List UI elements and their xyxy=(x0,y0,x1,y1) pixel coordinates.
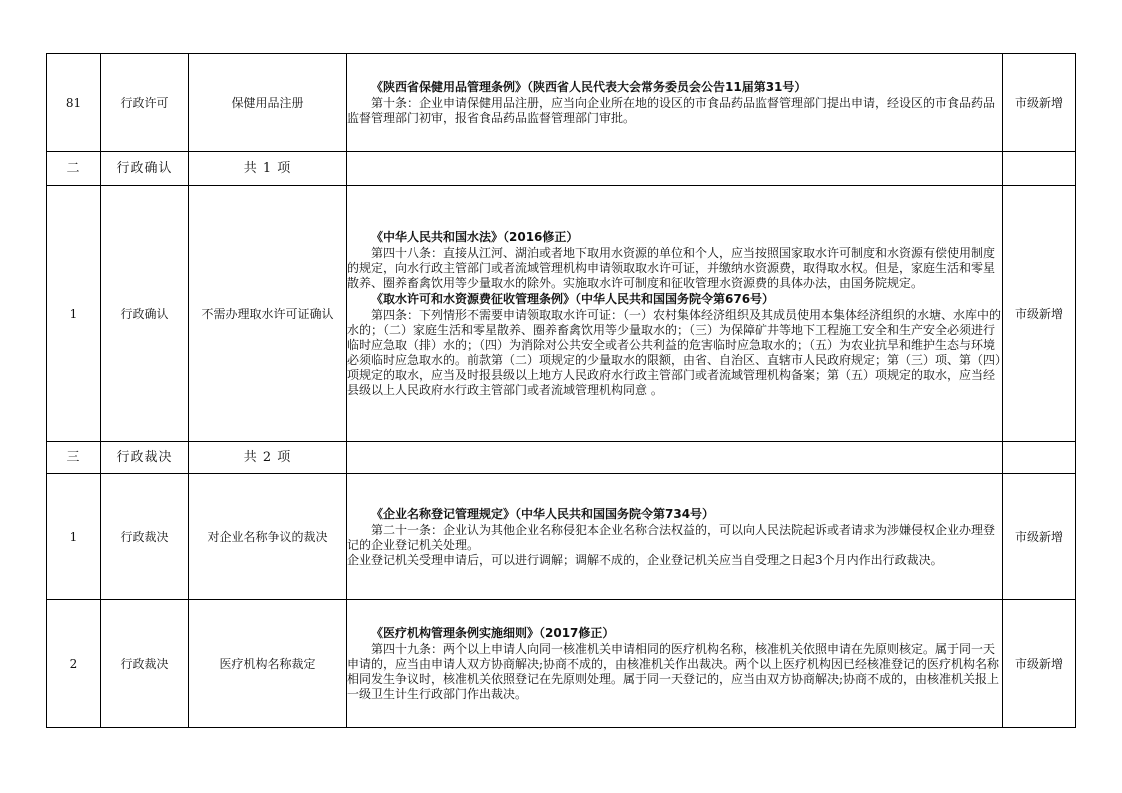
law-title: 《陕西省保健用品管理条例》（陕西省人民代表大会常务委员会公告11届第31号） xyxy=(371,80,807,94)
section-row xyxy=(47,442,1076,474)
law-paragraph: 企业登记机关受理申请后，可以进行调解；调解不成的，企业登记机关应当自受理之日起3个月内作出行政裁决。 xyxy=(347,552,943,567)
row-number: 1 xyxy=(47,474,101,600)
items-table xyxy=(46,53,1076,728)
table-row xyxy=(47,54,1076,152)
section-row xyxy=(47,152,1076,186)
row-category: 行政确认 xyxy=(101,186,189,442)
law-paragraph: 第十条：企业申请保健用品注册，应当向企业所在地的设区的市食品药品监督管理部门提出申请，经设区的市食品药品监督管理部门初审，报省食品药品监督管理部门审批。 xyxy=(347,96,996,125)
law-title: 《中华人民共和国水法》（2016修正） xyxy=(371,230,579,244)
law-title: 《企业名称登记管理规定》（中华人民共和国国务院令第734号） xyxy=(371,506,715,521)
section-count: 共 1 项 xyxy=(189,152,347,186)
law-paragraph: 第四十九条：两个以上申请人向同一核准机关申请相同的医疗机构名称，核准机关依照申请在先原则核定。属于同一天申请的，应当由申请人双方协商解决;协商不成的，由核准机关作出裁决。两个以上医疗机构因已经核准登记的医疗机构名称相同发生争议时，核准机关依照登记在先原则处理。属于同一天登记的，应当由双方协商解决;协商不成的，由核准机关报上一级卫生计生行政部门作出裁决。 xyxy=(347,642,1000,701)
law-title: 《取水许可和水资源费征收管理条例》（中华人民共和国国务院令第676号） xyxy=(371,292,775,306)
row-note: 市级新增 xyxy=(1003,186,1076,442)
section-category: 行政确认 xyxy=(101,152,189,186)
row-legal-basis xyxy=(347,186,1003,442)
section-empty-cell xyxy=(347,442,1003,474)
law-paragraph: 第四条：下列情形不需要申请领取取水许可证：（一）农村集体经济组织及其成员使用本集体经济组织的水塘、水库中的水的；（二）家庭生活和零星散养、圈养畜禽饮用等少量取水的；（三）为保障矿井等地下工程施工安全和生产安全必须进行临时应急取（排）水的；（四）为消除对公共安全或者公共利益的危害临时应急取水的；（五）为农业抗旱和维护生态与环境必须临时应急取水的。前款第（二）项规定的少量取水的限额，由省、自治区、直辖市人民政府规定；第（三）项、第（四）项规定的取水，应当及时报县级以上地方人民政府水行政主管部门或者流域管理机构备案；第（五）项规定的取水，应当经县级以上人民政府水行政主管部门或者流域管理机构同意 。 xyxy=(347,308,1002,397)
row-item-name: 不需办理取水许可证确认 xyxy=(189,186,347,442)
row-item-name: 对企业名称争议的裁决 xyxy=(189,474,347,600)
row-item-name: 保健用品注册 xyxy=(189,54,347,152)
law-title: 《医疗机构管理条例实施细则》（2017修正） xyxy=(371,626,615,640)
row-legal-basis xyxy=(347,54,1003,152)
section-count: 共 2 项 xyxy=(189,442,347,474)
row-note: 市级新增 xyxy=(1003,600,1076,728)
row-category: 行政裁决 xyxy=(101,600,189,728)
section-number: 二 xyxy=(47,152,101,186)
section-number: 三 xyxy=(47,442,101,474)
table-row xyxy=(47,600,1076,728)
section-empty-cell xyxy=(1003,442,1076,474)
row-number: 81 xyxy=(47,54,101,152)
table-row xyxy=(47,186,1076,442)
law-paragraph: 第四十八条：直接从江河、湖泊或者地下取用水资源的单位和个人，应当按照国家取水许可制度和水资源有偿使用制度的规定，向水行政主管部门或者流域管理机构申请领取取水许可证，并缴纳水资源费，取得取水权。但是，家庭生活和零星散养、圈养畜禽饮用等少量取水的除外。实施取水许可制度和征收管理水资源费的具体办法，由国务院规定。 xyxy=(347,246,996,290)
section-empty-cell xyxy=(1003,152,1076,186)
row-category: 行政裁决 xyxy=(101,474,189,600)
law-paragraph: 第二十一条：企业认为其他企业名称侵犯本企业名称合法权益的，可以向人民法院起诉或者请求为涉嫌侵权企业办理登记的企业登记机关处理。 xyxy=(347,522,996,552)
row-item-name: 医疗机构名称裁定 xyxy=(189,600,347,728)
row-note: 市级新增 xyxy=(1003,474,1076,600)
section-empty-cell xyxy=(347,152,1003,186)
row-number: 1 xyxy=(47,186,101,442)
row-category: 行政许可 xyxy=(101,54,189,152)
row-legal-basis xyxy=(347,474,1003,600)
section-category: 行政裁决 xyxy=(101,442,189,474)
row-legal-basis xyxy=(347,600,1003,728)
table-row xyxy=(47,474,1076,600)
row-number: 2 xyxy=(47,600,101,728)
row-note: 市级新增 xyxy=(1003,54,1076,152)
